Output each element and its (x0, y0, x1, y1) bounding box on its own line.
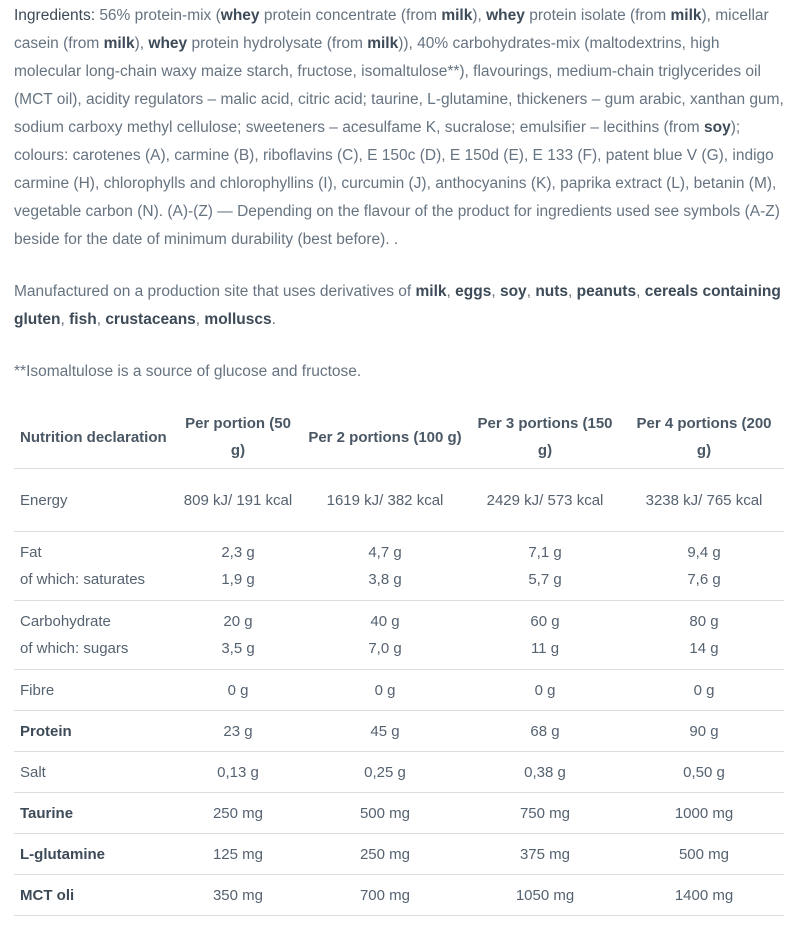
nutrient-value-line: 3,8 g (368, 571, 402, 588)
ingredients-segment: whey (486, 7, 525, 24)
ingredients-segment: whey (220, 7, 260, 24)
nutrient-value (624, 532, 784, 601)
header-per-4-portions: Per 4 portions (200 g) (624, 404, 784, 469)
manufactured-segment: , (96, 311, 106, 328)
nutrition-row (14, 670, 784, 711)
nutrient-value-line: 0,13 g (217, 763, 259, 781)
nutrient-label (14, 875, 172, 916)
nutrient-value-line: 0 g (227, 681, 249, 699)
ingredients-segment: protein hydrolysate (from (187, 35, 368, 52)
nutrition-header-row (14, 404, 784, 469)
nutrient-value (172, 711, 304, 752)
nutrition-row (14, 711, 784, 752)
nutrient-value (624, 834, 784, 875)
allergen-notice (14, 278, 784, 334)
nutrient-value-line: 45 g (370, 722, 400, 740)
nutrition-row (14, 532, 784, 601)
nutrient-label (14, 752, 172, 793)
nutrient-value-line: 0,50 g (683, 763, 725, 781)
nutrient-value-line: 500 mg (678, 845, 730, 863)
nutrient-value (466, 469, 624, 532)
nutrient-label-line: of which: sugars (20, 640, 129, 657)
isomaltulose-footnote: **Isomaltulose is a source of glucose and fructose. (14, 363, 362, 380)
nutrient-value-line: 7,6 g (687, 571, 721, 588)
nutrient-value-line: 500 mg (359, 804, 411, 822)
manufactured-segment: , (60, 311, 70, 328)
header-nutrition-declaration: Nutrition declaration (14, 404, 172, 469)
nutrient-value-line: 20 g (223, 613, 253, 630)
nutrient-value-line: 0 g (534, 681, 556, 699)
nutrition-row (14, 752, 784, 793)
manufactured-segment: , (491, 283, 500, 300)
nutrient-label-line: Energy (20, 491, 68, 509)
manufactured-segment: fish (69, 311, 97, 328)
nutrition-row (14, 875, 784, 916)
ingredients-segment: )), 40% carbohydrates-mix (maltodextrins, high molecular long-chain waxy maize starch, fructose, isomaltulose**), flavourings, medium-chain triglycerides oil (MCT oil), acidity regulators – malic acid, citric acid; taurine, L-glutamine, thickeners – gum arabic, xanthan gum, sodium carboxy methyl cellulose; sweeteners – acesulfame K, sucralose; emulsifier – lecithins (from (14, 35, 784, 136)
manufactured-segment: . (271, 311, 276, 328)
nutrient-value-line: 0 g (693, 681, 715, 699)
ingredients-segment: ), (472, 7, 487, 24)
nutrient-value (304, 670, 466, 711)
ingredients-segment: ), (134, 35, 149, 52)
nutrient-value-line: 1050 mg (515, 886, 575, 904)
manufactured-segment: milk (415, 283, 447, 300)
nutrient-value-line: 809 kJ/ 191 kcal (183, 491, 293, 509)
nutrient-label-line: Salt (20, 763, 46, 781)
nutrient-value (304, 834, 466, 875)
nutrient-label (14, 532, 172, 601)
manufactured-segment: molluscs (204, 311, 272, 328)
nutrient-value (466, 532, 624, 601)
nutrient-value (304, 601, 466, 670)
nutrient-value (624, 875, 784, 916)
nutrient-value (466, 670, 624, 711)
nutrient-value-line: 5,7 g (528, 571, 562, 588)
nutrient-value (304, 793, 466, 834)
manufactured-segment: peanuts (576, 283, 637, 300)
nutrition-row (14, 601, 784, 670)
nutrient-label (14, 834, 172, 875)
nutrient-value-line: 2,3 g (221, 544, 255, 561)
nutrient-value (172, 601, 304, 670)
nutrient-value-line: 375 mg (519, 845, 571, 863)
nutrient-value (172, 834, 304, 875)
nutrient-value-line: 3238 kJ/ 765 kcal (645, 491, 763, 509)
ingredients-segment: milk (103, 35, 135, 52)
nutrient-label (14, 670, 172, 711)
nutrient-value-line: 0,38 g (524, 763, 566, 781)
nutrient-value (172, 752, 304, 793)
manufactured-segment: , (195, 311, 205, 328)
nutrient-label (14, 469, 172, 532)
nutrient-value-line: 1400 mg (674, 886, 734, 904)
header-per-2-portions: Per 2 portions (100 g) (304, 404, 466, 469)
nutrient-value (624, 469, 784, 532)
nutrient-value (624, 793, 784, 834)
nutrient-label-line: MCT oli (20, 886, 75, 904)
nutrient-value (624, 670, 784, 711)
header-per-3-portions: Per 3 portions (150 g) (466, 404, 624, 469)
nutrient-value-line: 2429 kJ/ 573 kcal (486, 491, 604, 509)
nutrition-table (14, 404, 784, 916)
ingredients-segment: 56% protein-mix ( (99, 7, 221, 24)
nutrient-value (172, 793, 304, 834)
nutrient-value (304, 875, 466, 916)
nutrient-value-line: 90 g (689, 722, 719, 740)
nutrient-label (14, 711, 172, 752)
nutrient-value-line: 4,7 g (368, 544, 402, 561)
ingredients-segment: milk (367, 35, 399, 52)
nutrient-value (304, 469, 466, 532)
ingredients-segment: ); colours: carotenes (A), carmine (B), riboflavins (C), E 150c (D), E 150d (E), E 133 (F), patent blue V (G), indigo carmine (H), chlorophylls and chlorophyllins (I), curcumin (J), anthocyanins (K), paprika extract (L), betanin (M), vegetable carbon (N). (A)-(Z) — Depending on the flavour of the product for ingredients used see symbols (A-Z) beside for the date of minimum durability (best before). . (14, 119, 780, 248)
manufactured-segment: cereals containing gluten (14, 283, 781, 328)
manufactured-segment: crustaceans (105, 311, 196, 328)
nutrient-value-line: 1000 mg (674, 804, 734, 822)
nutrient-value-line: 1,9 g (221, 571, 255, 588)
nutrient-label-line: Carbohydrate (20, 613, 111, 630)
nutrient-value (466, 752, 624, 793)
nutrition-row (14, 793, 784, 834)
nutrient-value (466, 875, 624, 916)
nutrient-value (466, 711, 624, 752)
nutrient-value (172, 670, 304, 711)
nutrient-label-line: of which: saturates (20, 571, 146, 588)
ingredients-segment: ), micellar casein (from (14, 7, 769, 52)
ingredients-segment: protein isolate (from (524, 7, 671, 24)
nutrient-value-line: 11 g (530, 640, 560, 657)
nutrition-row (14, 469, 784, 532)
nutrient-value-line: 68 g (530, 722, 560, 740)
nutrient-value-line: 125 mg (212, 845, 264, 863)
manufactured-segment: , (636, 283, 645, 300)
ingredients-paragraph (14, 2, 784, 254)
nutrient-value-line: 0 g (374, 681, 396, 699)
nutrient-label-line: Fibre (20, 681, 55, 699)
nutrient-value-line: 250 mg (359, 845, 411, 863)
nutrient-value (466, 601, 624, 670)
nutrient-label (14, 793, 172, 834)
nutrient-label (14, 601, 172, 670)
manufactured-segment: eggs (455, 283, 492, 300)
nutrient-value (172, 532, 304, 601)
nutrient-label-line: Taurine (20, 804, 74, 822)
nutrient-value-line: 700 mg (359, 886, 411, 904)
nutrient-value (304, 752, 466, 793)
nutrient-value-line: 7,0 g (368, 640, 402, 657)
manufactured-segment: soy (499, 283, 527, 300)
nutrient-value (304, 532, 466, 601)
nutrient-value (172, 875, 304, 916)
manufactured-segment: Manufactured on a production site that uses derivatives of (14, 283, 416, 300)
nutrient-value (304, 711, 466, 752)
nutrient-label-line: L-glutamine (20, 845, 105, 863)
nutrient-value-line: 1619 kJ/ 382 kcal (326, 491, 444, 509)
nutrient-value (624, 752, 784, 793)
ingredients-segment: protein concentrate (from (259, 7, 442, 24)
nutrient-value (466, 793, 624, 834)
ingredients-segment: whey (148, 35, 188, 52)
ingredients-segment: milk (670, 7, 702, 24)
nutrition-row (14, 834, 784, 875)
nutrient-value-line: 750 mg (519, 804, 571, 822)
nutrient-value (624, 711, 784, 752)
nutrient-value-line: 250 mg (212, 804, 264, 822)
nutrition-body (14, 469, 784, 916)
manufactured-segment: nuts (535, 283, 569, 300)
nutrient-value-line: 60 g (530, 613, 560, 630)
nutrient-value-line: 40 g (370, 613, 400, 630)
ingredients-segment: milk (441, 7, 473, 24)
manufactured-segment: , (446, 283, 456, 300)
manufactured-segment: , (568, 283, 577, 300)
nutrient-value (172, 469, 304, 532)
nutrient-value-line: 0,25 g (364, 763, 406, 781)
nutrient-value-line: 7,1 g (528, 544, 562, 561)
header-per-portion: Per portion (50 g) (172, 404, 304, 469)
nutrient-value (466, 834, 624, 875)
nutrient-value-line: 350 mg (212, 886, 264, 904)
nutrient-value-line: 3,5 g (221, 640, 255, 657)
ingredients-segment: soy (704, 119, 731, 136)
ingredients-segment: Ingredients: (14, 7, 100, 24)
nutrient-value (624, 601, 784, 670)
nutrient-label-line: Protein (20, 722, 72, 740)
manufactured-segment: , (526, 283, 536, 300)
nutrient-label-line: Fat (20, 544, 42, 561)
nutrient-value-line: 80 g (689, 613, 719, 630)
nutrient-value-line: 23 g (223, 722, 253, 740)
nutrient-value-line: 14 g (689, 640, 719, 657)
nutrient-value-line: 9,4 g (687, 544, 721, 561)
